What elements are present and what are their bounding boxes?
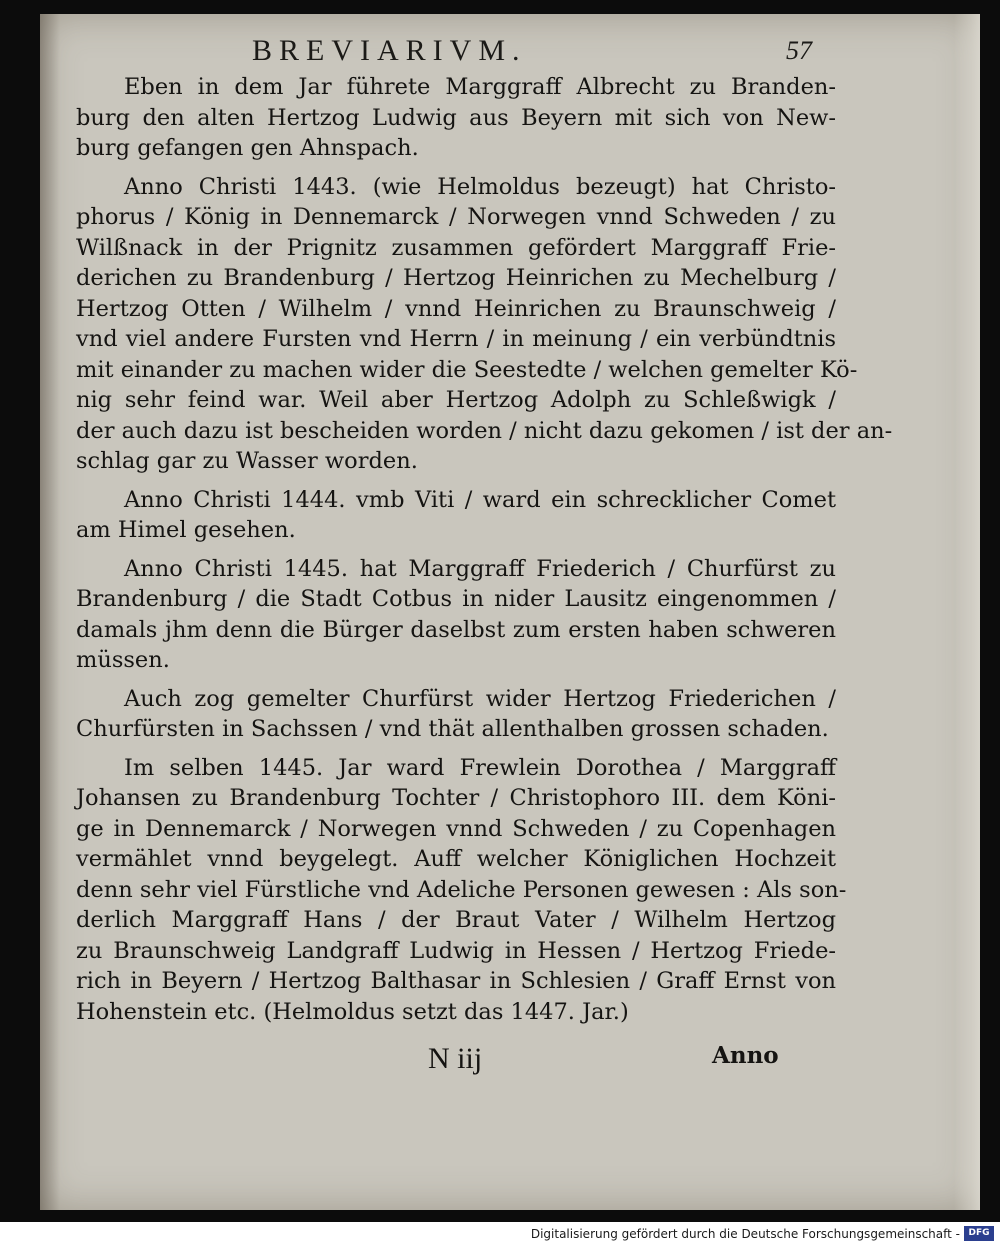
gutter-shadow: [40, 14, 60, 1210]
book-page: [40, 14, 980, 1210]
paragraph: [76, 485, 836, 546]
paragraph: [76, 172, 893, 477]
text-line: phorus / König in Dennemarck / Norwegen vnnd Schweden / zu: [76, 204, 836, 230]
running-head: BREVIARIVM.: [252, 34, 527, 67]
catchword: Anno: [712, 1042, 779, 1069]
text-line: Anno Christi 1443. (wie Helmoldus bezeugt) hat Christo-: [124, 173, 836, 200]
text-line: ge in Dennemarck / Norwegen vnnd Schweden / zu Copenhagen: [76, 815, 836, 842]
text-line: müssen.: [76, 647, 170, 673]
text-line: Eben in dem Jar führete Marggraff Albrecht zu Branden-: [124, 74, 836, 100]
credit-bar: [0, 1222, 1000, 1247]
text-line: derichen zu Brandenburg / Hertzog Heinrichen zu Mechelburg /: [76, 265, 836, 291]
signature-mark: N iij: [428, 1042, 483, 1075]
text-line: Churfürsten in Sachssen / vnd thät allenthalben grossen schaden.: [76, 716, 829, 742]
text-line: burg gefangen gen Ahnspach.: [76, 135, 419, 161]
paragraph: [76, 684, 836, 745]
text-line: am Himel gesehen.: [76, 517, 296, 543]
text-line: Hertzog Otten / Wilhelm / vnnd Heinrichen zu Braunschweig /: [76, 295, 836, 322]
text-line: Hohenstein etc. (Helmoldus setzt das 1447. Jar.): [76, 998, 629, 1025]
body-text: [76, 72, 893, 1035]
paragraph: [76, 554, 836, 676]
page-edge: [954, 14, 980, 1210]
paragraph: [76, 753, 847, 1028]
text-line: vermählet vnnd beygelegt. Auff welcher Königlichen Hochzeit: [76, 846, 836, 872]
text-line: Auch zog gemelter Churfürst wider Hertzog Friederichen /: [124, 685, 836, 712]
text-line: nig sehr feind war. Weil aber Hertzog Adolph zu Schleßwigk /: [76, 387, 836, 413]
funding-credit: Digitalisierung gefördert durch die Deutsche Forschungsgemeinschaft -: [530, 1227, 960, 1241]
text-line: Wilßnack in der Prignitz zusammen gefördert Marggraff Frie-: [76, 234, 836, 261]
text-line: vnd viel andere Fursten vnd Herrn / in meinung / ein verbündtnis: [76, 326, 836, 352]
text-line: rich in Beyern / Hertzog Balthasar in Schlesien / Graff Ernst von: [76, 968, 836, 994]
text-line: burg den alten Hertzog Ludwig aus Beyern mit sich von New-: [76, 104, 836, 131]
page-header: [40, 34, 980, 74]
dfg-logo-icon: DFG: [964, 1226, 994, 1241]
text-line: derlich Marggraff Hans / der Braut Vater / Wilhelm Hertzog: [76, 907, 836, 933]
text-line: schlag gar zu Wasser worden.: [76, 448, 418, 474]
text-line: Im selben 1445. Jar ward Frewlein Dorothea / Marggraff: [124, 754, 836, 781]
page-footer: [40, 1042, 980, 1082]
text-line: zu Braunschweig Landgraff Ludwig in Hessen / Hertzog Friede-: [76, 937, 836, 964]
paragraph: [76, 72, 836, 164]
text-line: denn sehr viel Fürstliche vnd Adeliche Personen gewesen : Als son-: [76, 876, 847, 903]
text-line: mit einander zu machen wider die Seestedte / welchen gemelter Kö-: [76, 356, 858, 383]
page-number: 57: [786, 36, 812, 65]
text-line: Johansen zu Brandenburg Tochter / Christophoro III. dem Köni-: [76, 785, 836, 811]
text-line: Anno Christi 1444. vmb Viti / ward ein schrecklicher Comet: [124, 486, 836, 513]
text-line: Anno Christi 1445. hat Marggraff Friederich / Churfürst zu: [124, 555, 836, 582]
text-line: Brandenburg / die Stadt Cotbus in nider Lausitz eingenommen /: [76, 586, 836, 612]
text-line: der auch dazu ist bescheiden worden / nicht dazu gekomen / ist der an-: [76, 417, 893, 444]
text-line: damals jhm denn die Bürger daselbst zum ersten haben schweren: [76, 616, 836, 643]
